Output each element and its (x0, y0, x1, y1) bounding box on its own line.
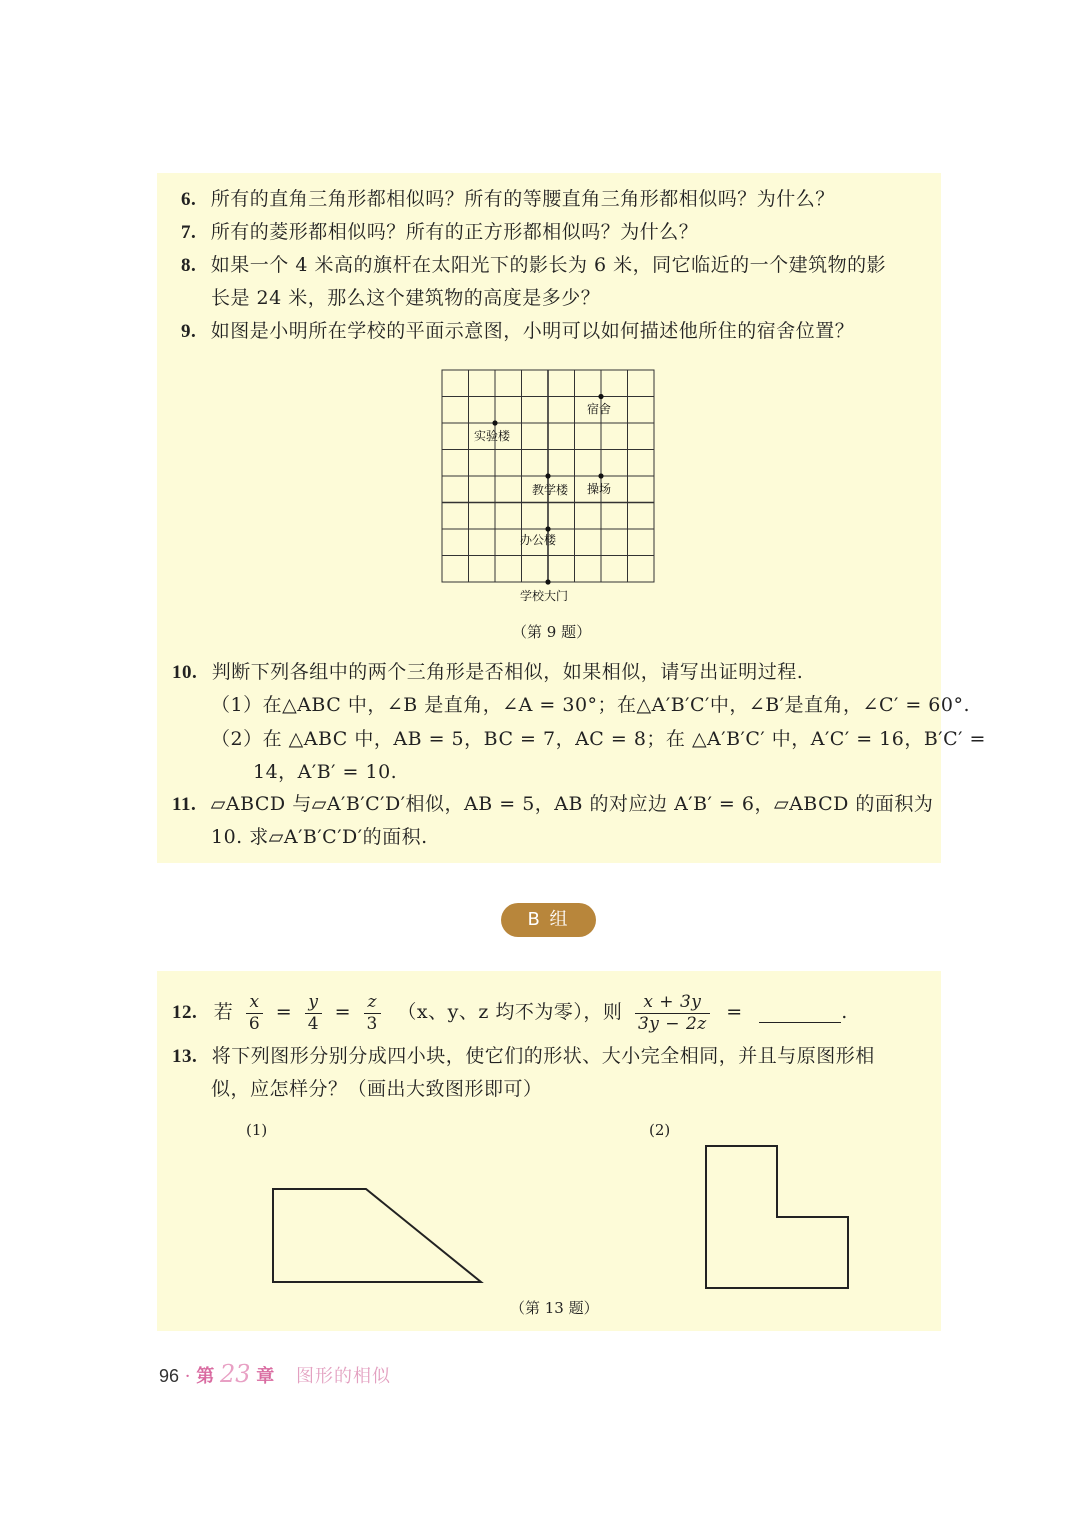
question-number: 8. (181, 255, 197, 276)
figure-13-label-2: (2) (649, 1121, 671, 1139)
question-text: 如图是小明所在学校的平面示意图，小明可以如何描述他所住的宿舍位置？ (210, 320, 855, 342)
question-10-part-2-continued: 14，A′B′ = 10. (253, 761, 398, 783)
question-8 (181, 252, 886, 279)
numerator: x (246, 992, 263, 1014)
question-11 (172, 791, 933, 818)
office-label: 办公楼 (520, 533, 557, 547)
question-number: 9. (181, 321, 197, 342)
dorm-label: 宿舍 (587, 402, 612, 416)
chapter-title: 图形的相似 (295, 1366, 391, 1387)
page-footer (159, 1360, 391, 1388)
l-shape-figure (700, 1140, 855, 1295)
question-text: 将下列图形分别分成四小块，使它们的形状、大小完全相同，并且与原图形相 (211, 1045, 875, 1067)
school-map-figure (430, 360, 670, 610)
question-7 (181, 219, 698, 246)
figure-13-caption: （第 13 题） (510, 1299, 599, 1317)
chapter-prefix: 第 (196, 1366, 215, 1387)
numerator: z (364, 992, 381, 1014)
lab-label: 实验楼 (474, 429, 511, 443)
fraction-y-4 (305, 992, 322, 1035)
trapezoid-shape (273, 1189, 481, 1282)
gate-label: 学校大门 (520, 589, 569, 603)
figure-13-label-1: (1) (246, 1121, 268, 1139)
question-text: 如果一个 4 米高的旗杆在太阳光下的影长为 6 米，同它临近的一个建筑物的影 (210, 254, 887, 276)
question-prefix: 若 (213, 1001, 234, 1023)
question-11-continued: 10. 求▱A′B′C′D′的面积. (211, 826, 428, 848)
question-number: 12. (172, 1002, 198, 1023)
fraction-z-3 (364, 992, 381, 1035)
question-9 (181, 318, 854, 345)
playground-label: 操场 (587, 482, 612, 496)
teaching-label: 教学楼 (532, 483, 569, 497)
fraction-expression (635, 992, 710, 1035)
teaching-point (545, 473, 550, 478)
question-number: 6. (181, 189, 197, 210)
answer-blank[interactable] (759, 1004, 841, 1023)
question-10-part-2: （2）在 △ABC 中，AB = 5，BC = 7，AC = 8；在 △A′B′C′ 中，A′C′ = 16，B′C′ = (211, 728, 986, 750)
page-number: 96 (159, 1366, 180, 1386)
denominator: 3 (366, 1013, 378, 1034)
office-point (545, 526, 550, 531)
dorm-point (598, 394, 603, 399)
question-text: ▱ABCD 与▱A′B′C′D′相似，AB = 5，AB 的对应边 A′B′ = 6，▱ABCD 的面积为 (210, 793, 934, 815)
denominator: 4 (307, 1013, 320, 1034)
gate-point (545, 579, 550, 584)
playground-point (598, 473, 603, 478)
trapezoid-figure (268, 1183, 488, 1289)
question-10-part-1: （1）在△ABC 中，∠B 是直角，∠A = 30°；在△A′B′C′中，∠B′是直角，∠C′ = 60°. (211, 694, 971, 716)
denominator: 3y − 2z (637, 1013, 707, 1034)
question-13 (172, 1043, 875, 1070)
question-10 (172, 659, 803, 686)
question-6 (181, 186, 835, 213)
question-8-continued: 长是 24 米，那么这个建筑物的高度是多少？ (211, 287, 601, 309)
lab-point (492, 420, 497, 425)
figure-9-caption: （第 9 题） (512, 623, 592, 641)
question-13-continued: 似，应怎样分？（画出大致图形即可） (211, 1078, 543, 1100)
question-text: 判断下列各组中的两个三角形是否相似，如果相似，请写出证明过程. (211, 661, 804, 683)
chapter-suffix: 章 (256, 1366, 275, 1387)
question-number: 10. (172, 662, 198, 683)
numerator: x + 3y (635, 992, 710, 1014)
question-condition: （x、y、z 均不为零），则 (397, 1001, 623, 1023)
footer-separator: · (184, 1366, 191, 1387)
denominator: 6 (248, 1013, 261, 1034)
question-text: 所有的菱形都相似吗？所有的正方形都相似吗？为什么？ (210, 221, 699, 243)
question-text: 所有的直角三角形都相似吗？所有的等腰直角三角形都相似吗？为什么？ (210, 188, 835, 210)
question-number: 11. (172, 794, 197, 815)
l-shape (706, 1146, 848, 1288)
equals-sign: = (726, 1001, 743, 1023)
fraction-x-6 (246, 992, 263, 1035)
chapter-number: 23 (219, 1360, 251, 1388)
numerator: y (305, 992, 322, 1014)
question-12: 12. 若 $\frac{x}{6}$ = $\frac{y}{4}$ = $\frac{z}{3}$ （x、y、z 均不为零），则 $\frac{x + 3y}{3y - 2z}$ = . (172, 991, 848, 1034)
question-end: . (841, 1001, 848, 1023)
question-number: 7. (181, 222, 197, 243)
group-b-badge: B 组 (501, 903, 596, 937)
question-number: 13. (172, 1046, 198, 1067)
